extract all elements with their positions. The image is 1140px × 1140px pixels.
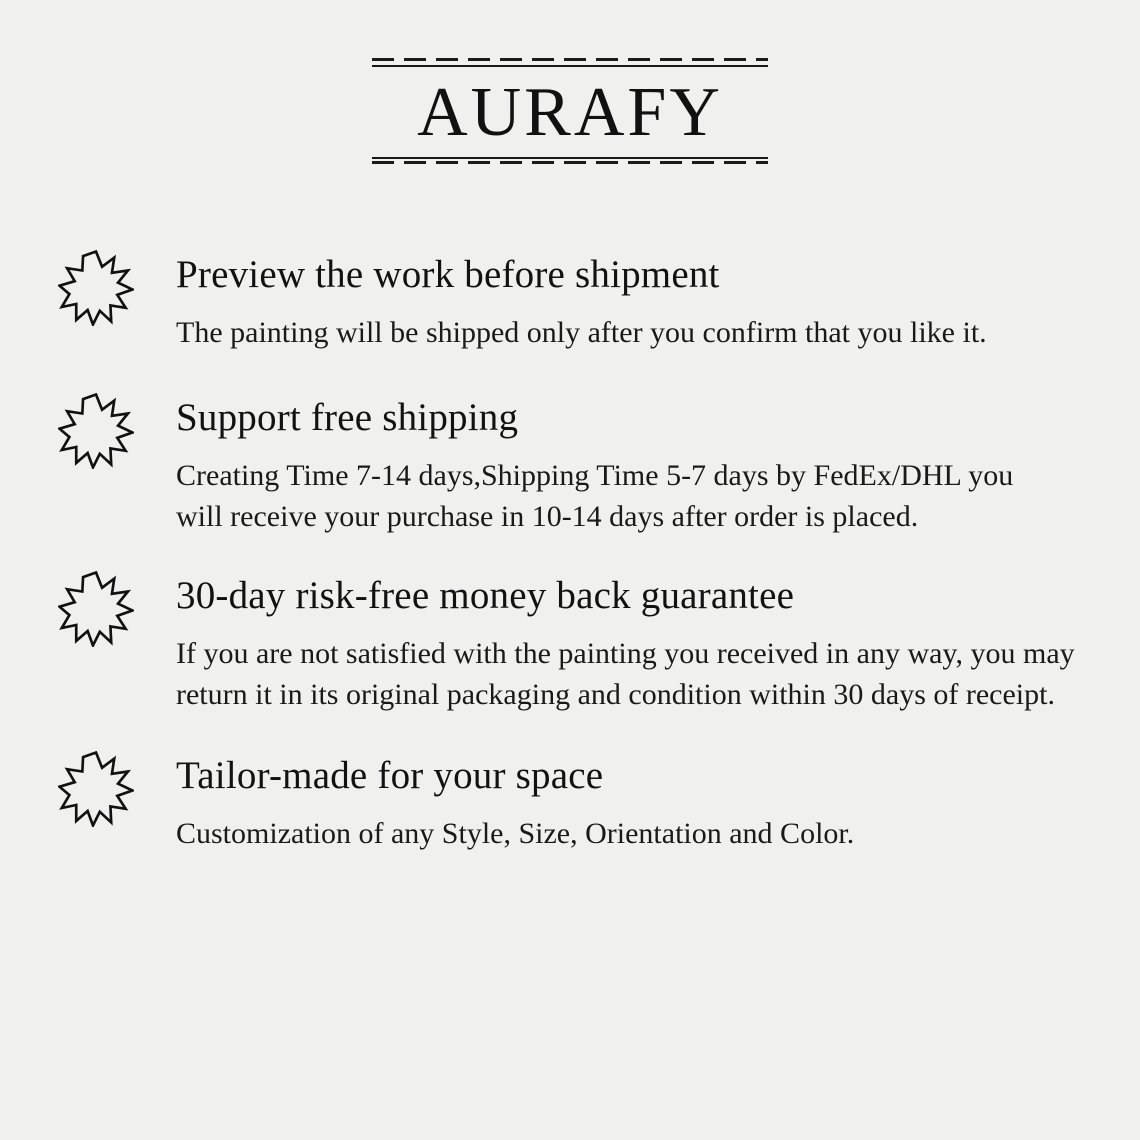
list-item — [0, 569, 1140, 715]
starburst-icon — [58, 751, 134, 827]
feature-title: Preview the work before shipment — [176, 253, 720, 296]
divider-bottom-icon — [372, 157, 768, 166]
brand-name: AURAFY — [417, 74, 723, 151]
feature-description: The painting will be shipped only after you confirm that you like it. — [176, 316, 987, 349]
feature-description: If you are not satisfied with the painting you received in any way, you may return it in its original packaging and condition within 30 days of receipt. — [176, 637, 1075, 711]
brand-header — [0, 58, 1140, 166]
starburst-icon — [58, 393, 134, 469]
list-item — [0, 749, 1140, 854]
feature-title: Support free shipping — [176, 396, 519, 439]
starburst-icon — [58, 250, 134, 326]
feature-list — [0, 248, 1140, 854]
starburst-icon — [58, 571, 134, 647]
feature-title: Tailor-made for your space — [176, 754, 604, 797]
list-item — [0, 248, 1140, 353]
divider-top-icon — [372, 58, 768, 67]
feature-title: 30-day risk-free money back guarantee — [176, 574, 795, 617]
list-item — [0, 391, 1140, 537]
feature-description: Creating Time 7-14 days,Shipping Time 5-7 days by FedEx/DHL you will receive your purchase in 10-14 days after order is placed. — [176, 459, 1014, 533]
feature-description: Customization of any Style, Size, Orientation and Color. — [176, 817, 855, 850]
